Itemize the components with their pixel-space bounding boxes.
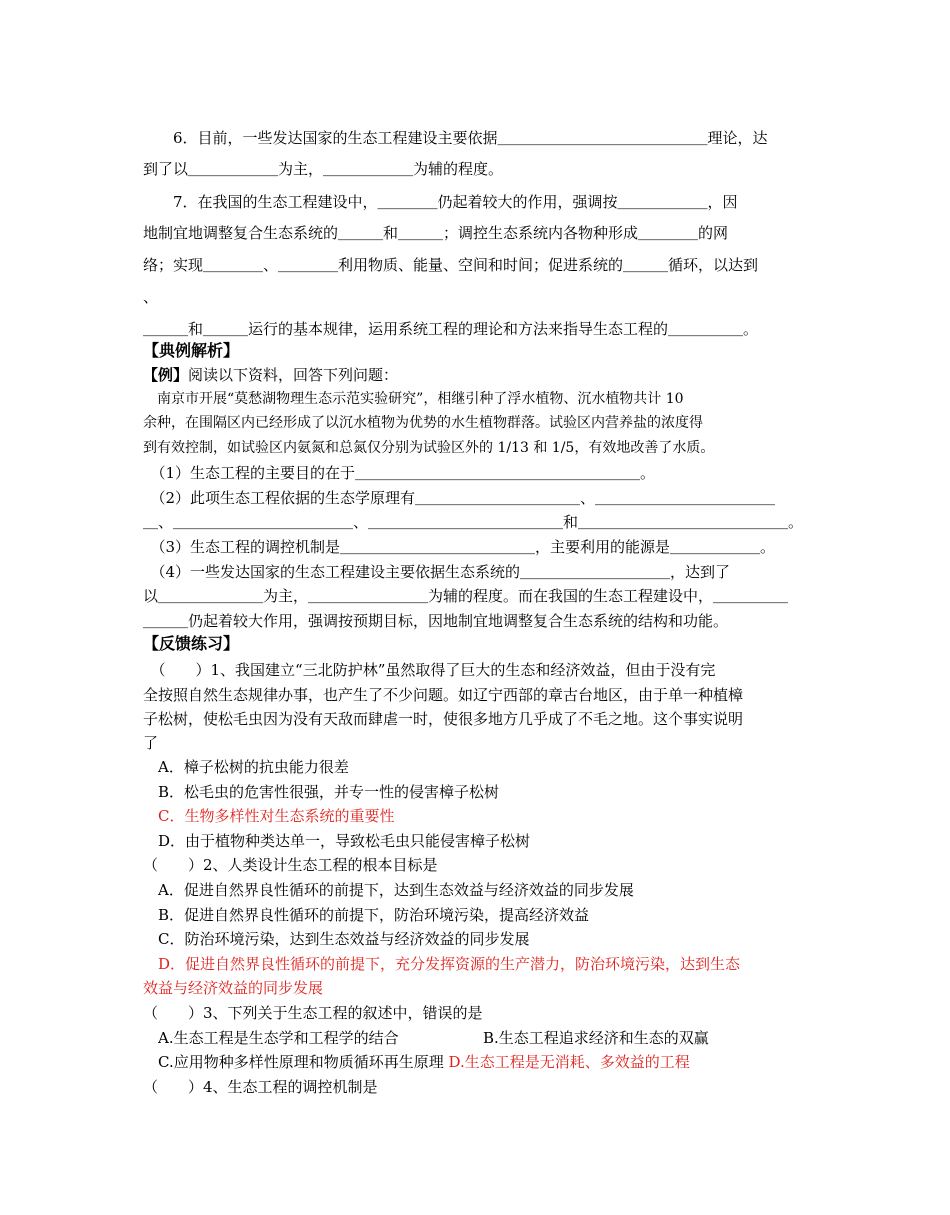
exercise-3-option-a: A.生态工程是生态学和工程学的结合 [143, 1029, 399, 1047]
question-7-line-5: ＿＿＿和＿＿＿运行的基本规律，运用系统工程的理论和方法来指导生态工程的＿＿＿＿＿。 [143, 320, 759, 338]
example-q4-line-3: ＿＿＿仍起着较大作用，强调按预期目标，因地制宜地调整复合生态系统的结构和功能。 [143, 612, 729, 630]
exercise-3-option-d-answer: D.生态工程是无消耗、多效益的工程 [448, 1053, 690, 1071]
exercise-2-option-c: C．防治环境污染，达到生态效益与经济效益的同步发展 [143, 930, 530, 948]
exercise-1-line-2: 全按照自然生态规律办事，也产生了不少问题。如辽宁西部的章古台地区，由于单一种植樟 [143, 686, 744, 704]
exercise-1-option-b: B．松毛虫的危害性很强，并专一性的侵害樟子松树 [143, 783, 500, 801]
question-7-line-3: 络；实现＿＿＿＿、＿＿＿＿利用物质、能量、空间和时间；促进系统的＿＿＿循环，以达到 [143, 256, 759, 274]
question-7-line-4: 、 [143, 288, 159, 306]
example-q4-line-2: 以＿＿＿＿＿＿＿为主，＿＿＿＿＿＿＿＿为辅的程度。而在我国的生态工程建设中，＿＿＿＿＿ [143, 587, 789, 605]
exercise-1-option-d: D．由于植物种类达单一，导致松毛虫只能侵害樟子松树 [143, 832, 531, 850]
example-q4-line-1: （4）一些发达国家的生态工程建设主要依据生态系统的＿＿＿＿＿＿＿＿＿＿，达到了 [143, 563, 731, 581]
example-q1: （1）生态工程的主要目的在于＿＿＿＿＿＿＿＿＿＿＿＿＿＿＿＿＿＿＿。 [143, 464, 656, 482]
question-6-line-2: 到了以＿＿＿＿＿＿为主，＿＿＿＿＿＿为辅的程度。 [143, 160, 504, 178]
exercise-3-options-ab [143, 1028, 709, 1048]
exercise-1-option-c-answer: C．生物多样性对生态系统的重要性 [143, 807, 395, 825]
exercise-1-line-1: （ ）1、我国建立“三北防护林”虽然取得了巨大的生态和经济效益，但由于没有完 [143, 661, 716, 679]
example-label: 【例】 [143, 366, 189, 384]
question-7-line-1: 7．在我国的生态工程建设中，＿＿＿＿仍起着较大的作用，强调按＿＿＿＿＿＿，因 [143, 193, 738, 211]
exercise-2-option-d-answer-line-1: D．促进自然界良性循环的前提下，充分发挥资源的生产潜力，防治环境污染，达到生态 [143, 955, 741, 973]
exercise-4-stem: （ ）4、生态工程的调控机制是 [143, 1078, 378, 1096]
example-q2-line-1: （2）此项生态工程依据的生态学原理有＿＿＿＿＿＿＿＿＿＿＿、＿＿＿＿＿＿＿＿＿＿＿＿ [143, 489, 776, 507]
exercise-1-option-a: A．樟子松树的抗虫能力很差 [143, 758, 349, 776]
example-intro [143, 365, 398, 385]
exercise-3-option-b: B.生态工程追求经济和生态的双赢 [483, 1029, 709, 1047]
exercise-3-options-cd [143, 1052, 690, 1072]
exercise-3-stem: （ ）3、下列关于生态工程的叙述中，错误的是 [143, 1004, 483, 1022]
material-line-1: 南京市开展“莫愁湖物理生态示范实验研究”，相继引种了浮水植物、沉水植物共计 10 [143, 391, 684, 407]
example-instruction: 阅读以下资料，回答下列问题： [188, 366, 399, 384]
exercise-1-line-4: 了 [143, 734, 159, 752]
material-line-3: 到有效控制，如试验区内氨氮和总氮仅分别为试验区外的 1/13 和 1/5，有效地改善了水质。 [143, 440, 715, 456]
exercise-3-option-c: C.应用物种多样性原理和物质循环再生原理 [143, 1053, 444, 1071]
example-q3: （3）生态工程的调控机制是＿＿＿＿＿＿＿＿＿＿＿＿＿，主要利用的能源是＿＿＿＿＿＿。 [143, 538, 776, 556]
exercise-2-option-b: B．促进自然界良性循环的前提下，防治环境污染，提高经济效益 [143, 906, 590, 924]
section-heading-example: 【典例解析】 [143, 341, 240, 360]
example-q2-line-2: ＿、＿＿＿＿＿＿＿＿＿＿＿＿、＿＿＿＿＿＿＿＿＿＿＿＿＿和＿＿＿＿＿＿＿＿＿＿＿＿＿＿。 [143, 513, 804, 531]
material-line-2: 余种，在围隔区内已经形成了以沉水植物为优势的水生植物群落。试验区内营养盐的浓度得 [143, 415, 703, 431]
exercise-2-stem: （ ）2、人类设计生态工程的根本目标是 [143, 856, 438, 874]
section-heading-feedback: 【反馈练习】 [143, 634, 240, 653]
exercise-1-line-3: 子松树，使松毛虫因为没有天敌而肆虐一时，使很多地方几乎成了不毛之地。这个事实说明 [143, 710, 744, 728]
exercise-2-option-d-answer-line-2: 效益与经济效益的同步发展 [143, 979, 324, 997]
exercise-2-option-a: A．促进自然界良性循环的前提下，达到生态效益与经济效益的同步发展 [143, 881, 634, 899]
question-7-line-2: 地制宜地调整复合生态系统的＿＿＿和＿＿＿；调控生态系统内各物种形成＿＿＿＿的网 [143, 224, 729, 242]
question-6-line-1: 6．目前，一些发达国家的生态工程建设主要依据＿＿＿＿＿＿＿＿＿＿＿＿＿＿理论，达 [143, 129, 768, 147]
